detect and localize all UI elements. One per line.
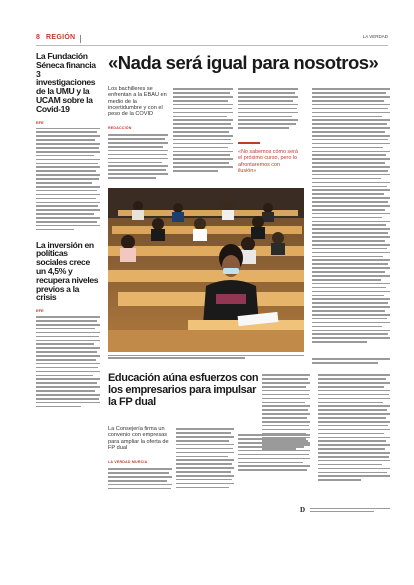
exam-photo [108,188,304,352]
article2-byline: LA VERDAD MURCIA [108,460,148,464]
page-footer [300,506,390,514]
sidebar-story2-headline: La inversión en políticas sociales crece un 4,5% y recupera niveles previos a la crisis [36,239,99,303]
sidebar-story1-headline: La Fundación Séneca financia 3 investigaciones de la UMU y la UCAM sobre la Covid-19 [36,51,96,114]
main-column-4 [312,86,390,345]
main-column-4-continued [312,356,390,366]
article2-lead: La Consejería firma un convenio con empresas para ampliar la oferta de FP dual [108,426,169,451]
sidebar-story1-tag: EFE [36,119,44,125]
sidebar-story2-tag: EFE [36,308,44,314]
article2-column-2 [176,426,234,491]
page-header [36,34,388,46]
article2-column-4 [318,372,390,483]
quote-rule [238,142,260,144]
article2-column-3b [238,432,310,473]
article2-headline: Educación aúna esfuerzos con los empresarios para impulsar la FP dual [108,372,259,408]
pull-quote [238,142,298,174]
paper-logo: D [300,506,306,514]
sidebar-column [36,52,100,410]
header-divider [80,35,81,43]
main-lead: Los bachilleres se enfrentan a la EBAU en medio de la incertidumbre y con el peso de la COVID [108,86,167,118]
header-paper-name: LA VERDAD [362,34,388,39]
photo-caption [108,354,304,360]
page-number: 8 [36,34,40,41]
sidebar-story1-body [36,128,100,231]
article2-column-1 [108,466,172,492]
header-right [363,34,388,39]
section-label: REGIÓN [46,34,76,41]
main-column-3 [238,86,298,131]
exam-photo-illustration [108,188,304,352]
pull-quote-text: «No sabemos cómo será el próximo curso, pero lo afrontaremos con ilusión» [238,149,298,174]
main-headline: «Nada será igual para nosotros» [108,52,379,73]
main-byline: REDACCIÓN [108,126,132,130]
main-column-2 [173,86,233,174]
main-column-1 [108,132,168,181]
footer-url [310,508,390,512]
sidebar-story2-body [36,316,100,407]
